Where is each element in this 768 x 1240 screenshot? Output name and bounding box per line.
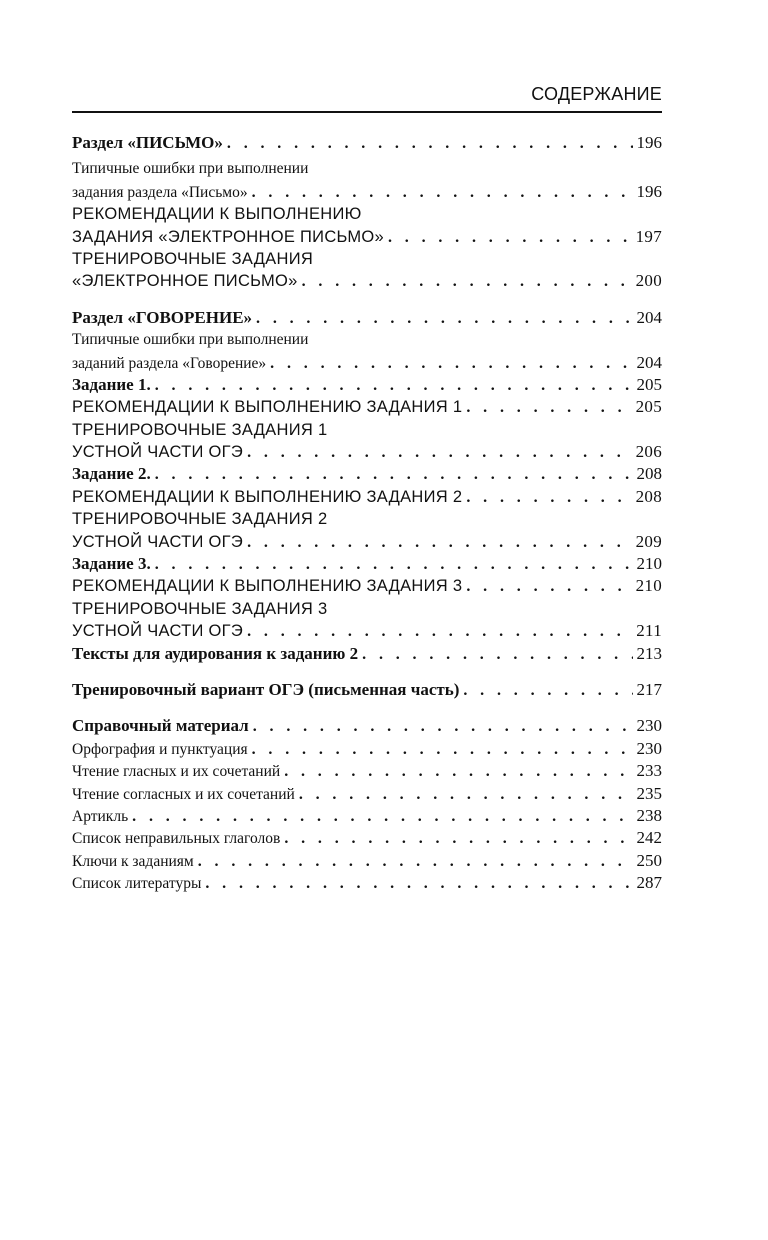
toc-page-number: 196 xyxy=(636,133,662,152)
toc-entry-line xyxy=(72,872,662,894)
toc-entry-title: Раздел «ПИСЬМО» xyxy=(72,133,223,152)
toc-entry-line xyxy=(72,598,662,620)
toc-entry-title: задания раздела «Письмо» xyxy=(72,183,248,201)
toc-entry-title: Чтение гласных и их сочетаний xyxy=(72,763,281,781)
toc-entry xyxy=(72,419,662,464)
toc-page-number: 230 xyxy=(636,716,662,736)
toc-entry-line xyxy=(72,805,662,827)
toc-dot-leader xyxy=(466,576,631,598)
toc-entry-title: заданий раздела «Говорение» xyxy=(72,354,267,372)
page-header-title: СОДЕРЖАНИЕ xyxy=(531,84,662,104)
toc-dot-leader xyxy=(205,873,632,895)
toc-entry xyxy=(72,396,662,418)
toc-dot-leader xyxy=(302,271,632,293)
toc-dot-leader xyxy=(463,680,632,702)
toc-dot-leader xyxy=(299,784,633,806)
toc-entry-line xyxy=(72,760,662,782)
toc-page-number: 211 xyxy=(636,621,662,641)
toc-entry xyxy=(72,783,662,805)
toc-entry-line xyxy=(72,620,662,642)
toc-dot-leader xyxy=(247,532,632,554)
toc-entry-line xyxy=(72,508,662,530)
toc-entry-line xyxy=(72,329,662,351)
toc-page-number: 287 xyxy=(636,873,662,893)
toc-entry-title: Орфография и пунктуация xyxy=(72,740,248,758)
toc-entry xyxy=(72,760,662,782)
toc-entry xyxy=(72,575,662,597)
toc-entry-line xyxy=(72,531,662,553)
toc-dot-leader xyxy=(256,308,632,330)
toc-page-number: 213 xyxy=(636,643,662,663)
toc-entry-title: Задание 1. xyxy=(72,374,151,394)
toc-entry xyxy=(72,158,662,203)
toc-page-number: 209 xyxy=(635,531,662,551)
toc-dot-leader xyxy=(253,716,633,738)
toc-entry-line xyxy=(72,270,662,292)
toc-entry-line xyxy=(72,226,662,248)
toc-entry-title: Тренировочный вариант ОГЭ (письменная часть) xyxy=(72,679,460,699)
toc-entry xyxy=(72,508,662,553)
toc-entry-title: ТРЕНИРОВОЧНЫЕ ЗАДАНИЯ xyxy=(72,249,314,268)
toc-entry-line xyxy=(72,553,662,575)
toc-entry-line xyxy=(72,158,662,180)
toc-entry-title: Ключи к заданиям xyxy=(72,852,194,870)
toc-entry-title: РЕКОМЕНДАЦИИ К ВЫПОЛНЕНИЮ ЗАДАНИЯ 2 xyxy=(72,487,463,506)
toc-entry-title: ТРЕНИРОВОЧНЫЕ ЗАДАНИЯ 3 xyxy=(72,599,328,618)
toc-entry-line xyxy=(72,181,662,203)
toc-entry-line xyxy=(72,575,662,597)
toc-entry-title: РЕКОМЕНДАЦИИ К ВЫПОЛНЕНИЮ xyxy=(72,205,362,224)
toc-entry-title: ЗАДАНИЯ «ЭЛЕКТРОННОЕ ПИСЬМО» xyxy=(72,227,384,246)
toc-dot-leader xyxy=(270,353,632,375)
toc-entry-line xyxy=(72,441,662,463)
toc-entry-line xyxy=(72,307,662,329)
toc-entry-title: УСТНОЙ ЧАСТИ ОГЭ xyxy=(72,443,244,462)
toc-dot-leader xyxy=(247,442,632,464)
toc-entry-title: Список неправильных глаголов xyxy=(72,830,281,848)
toc-entry-line xyxy=(72,783,662,805)
toc-page-number: 205 xyxy=(636,374,662,394)
toc-page-number: 208 xyxy=(636,464,662,484)
toc-entry-title: Артикль xyxy=(72,807,129,825)
toc-dot-leader xyxy=(252,739,633,761)
toc-entry-title: «ЭЛЕКТРОННОЕ ПИСЬМО» xyxy=(72,272,298,291)
toc-entry-title: Типичные ошибки при выполнении xyxy=(72,160,309,178)
toc-page-number: 233 xyxy=(636,761,662,781)
toc-entry-line xyxy=(72,352,662,374)
toc-dot-leader xyxy=(227,133,633,155)
toc-entry-line xyxy=(72,738,662,760)
toc-dot-leader xyxy=(362,644,632,666)
toc-entry xyxy=(72,827,662,849)
toc-entry-line xyxy=(72,248,662,270)
toc-entry-title: РЕКОМЕНДАЦИИ К ВЫПОЛНЕНИЮ ЗАДАНИЯ 1 xyxy=(72,398,463,417)
toc-entry xyxy=(72,643,662,665)
toc-entry-line xyxy=(72,396,662,418)
toc-entry xyxy=(72,248,662,293)
toc-entry-title: Задание 3. xyxy=(72,554,151,574)
toc-entry-line xyxy=(72,374,662,396)
toc-entry xyxy=(72,679,662,701)
toc-page-number: 204 xyxy=(636,307,662,327)
toc-entry-title: Чтение согласных и их сочетаний xyxy=(72,785,295,803)
toc-page-number: 200 xyxy=(635,271,662,291)
toc-entry-line xyxy=(72,715,662,737)
toc-entry xyxy=(72,805,662,827)
toc-entry-title: РЕКОМЕНДАЦИИ К ВЫПОЛНЕНИЮ ЗАДАНИЯ 3 xyxy=(72,577,463,596)
toc-dot-leader xyxy=(155,464,633,486)
header-rule xyxy=(72,111,662,113)
toc-entry xyxy=(72,203,662,248)
toc-entry xyxy=(72,715,662,737)
toc-entry-title: Справочный материал xyxy=(72,716,249,736)
toc-entry xyxy=(72,132,662,154)
toc-dot-leader xyxy=(132,806,632,828)
toc-page-number: 238 xyxy=(636,805,662,825)
toc-entry xyxy=(72,872,662,894)
toc-dot-leader xyxy=(155,375,633,397)
toc-dot-leader xyxy=(284,761,632,783)
toc-page-number: 206 xyxy=(635,442,662,462)
toc-entry-line xyxy=(72,643,662,665)
toc-dot-leader xyxy=(466,397,631,419)
toc-entry-line xyxy=(72,827,662,849)
toc-dot-leader xyxy=(155,554,633,576)
toc-entry-line xyxy=(72,419,662,441)
toc-entry-title: Список литературы xyxy=(72,875,202,893)
toc-page-number: 205 xyxy=(635,397,662,417)
toc-entry-title: Типичные ошибки при выполнении xyxy=(72,331,309,349)
toc-page-number: 197 xyxy=(635,226,662,246)
toc-entry xyxy=(72,463,662,485)
toc-entry-title: УСТНОЙ ЧАСТИ ОГЭ xyxy=(72,622,244,641)
toc-page-number: 196 xyxy=(636,181,662,201)
toc-page-number: 250 xyxy=(636,850,662,870)
toc-entry xyxy=(72,486,662,508)
toc-entry xyxy=(72,553,662,575)
toc-entry-title: Задание 2. xyxy=(72,464,151,484)
toc-entry-line xyxy=(72,850,662,872)
toc-entry-line xyxy=(72,132,662,154)
toc-page-number: 208 xyxy=(635,486,662,506)
toc-page-number: 242 xyxy=(636,828,662,848)
table-of-contents xyxy=(72,132,662,895)
toc-page-number: 210 xyxy=(635,576,662,596)
toc-entry xyxy=(72,598,662,643)
toc-page-number: 204 xyxy=(636,352,662,372)
toc-entry-title: Тексты для аудирования к заданию 2 xyxy=(72,643,359,663)
toc-dot-leader xyxy=(198,851,633,873)
toc-entry-line xyxy=(72,463,662,485)
toc-entry xyxy=(72,329,662,374)
toc-entry-line xyxy=(72,679,662,701)
toc-dot-leader xyxy=(247,621,632,643)
toc-page-number: 217 xyxy=(636,679,662,699)
toc-entry-title: ТРЕНИРОВОЧНЫЕ ЗАДАНИЯ 2 xyxy=(72,510,328,529)
toc-entry-line xyxy=(72,203,662,225)
toc-entry xyxy=(72,307,662,329)
toc-entry-title: Раздел «ГОВОРЕНИЕ» xyxy=(72,307,253,327)
toc-dot-leader xyxy=(466,487,631,509)
toc-dot-leader xyxy=(388,227,632,249)
toc-entry xyxy=(72,850,662,872)
toc-entry-title: ТРЕНИРОВОЧНЫЕ ЗАДАНИЯ 1 xyxy=(72,420,328,439)
toc-page-number: 230 xyxy=(636,738,662,758)
toc-entry xyxy=(72,374,662,396)
toc-entry xyxy=(72,738,662,760)
toc-page-number: 210 xyxy=(636,554,662,574)
toc-entry-line xyxy=(72,486,662,508)
toc-entry-title: УСТНОЙ ЧАСТИ ОГЭ xyxy=(72,532,244,551)
toc-dot-leader xyxy=(252,182,633,204)
toc-dot-leader xyxy=(284,828,632,850)
toc-page-number: 235 xyxy=(636,783,662,803)
